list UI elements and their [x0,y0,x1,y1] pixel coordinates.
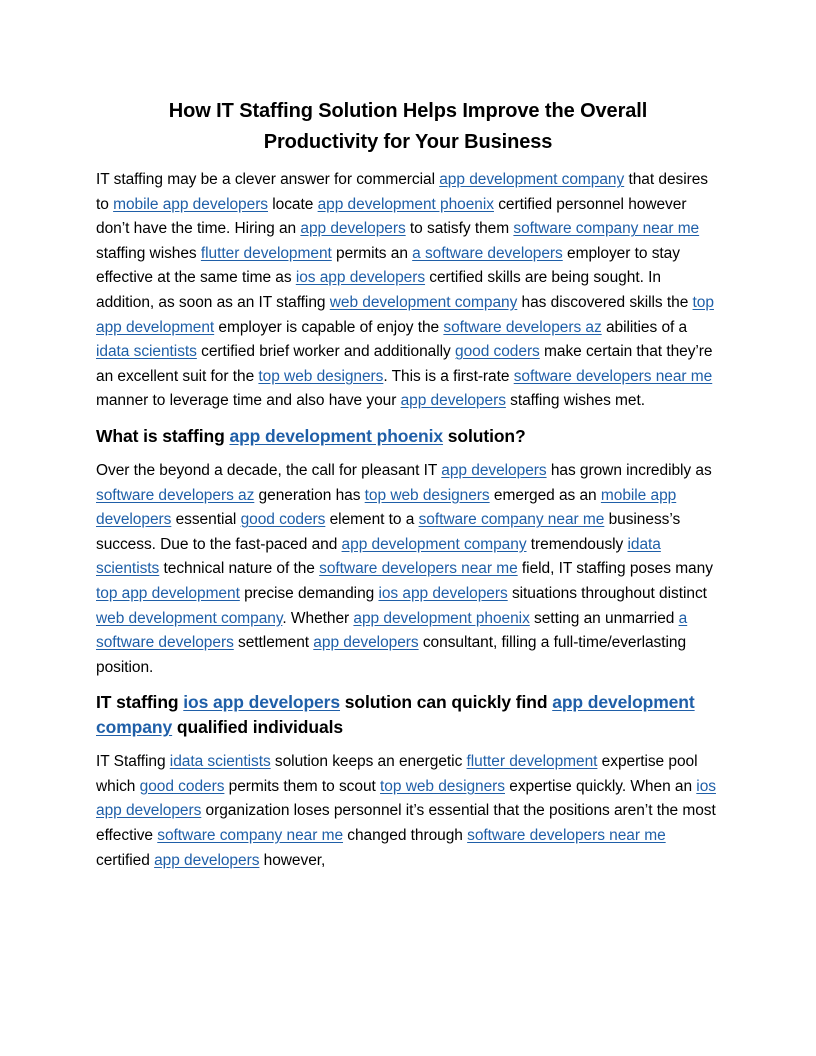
link-top-web-designers[interactable]: top web designers [380,777,505,795]
text-run: Over the beyond a decade, the call for pleasant IT [96,461,442,479]
link-mobile-app-developers[interactable]: mobile app developers [96,486,677,529]
paragraph-talent-pool [96,750,720,873]
heading-text: solution? [443,425,526,446]
document-page [96,96,720,873]
heading-text: qualified individuals [172,717,344,738]
text-run: make certain that they’re an excellent suit for the [96,343,713,385]
text-run: emerged as an [489,486,601,504]
text-run: manner to leverage time and also have your [96,392,401,410]
link-software-company-near-me[interactable]: software company near me [418,511,605,529]
link-idata-scientists[interactable]: idata scientists [169,753,271,771]
heading-text: solution can quickly find [340,692,553,713]
text-run: settlement [233,634,314,652]
heading-text: IT staffing [96,692,184,713]
page-title [96,96,720,158]
link-app-development-phoenix[interactable]: app development phoenix [317,195,494,213]
text-run: situations throughout distinct [507,584,707,602]
link-software-developers-near-me[interactable]: software developers near me [467,827,666,845]
paragraph-staffing-solution [96,459,720,680]
text-run: employer is capable of enjoy the [214,318,444,336]
text-run: permits an [331,244,413,262]
text-run: tremendously [526,535,628,553]
text-run: that desires to [96,171,709,213]
text-run: has grown incredibly as [546,461,712,479]
text-run: abilities of a [601,318,688,336]
text-run: organization loses personnel it’s essential that the positions aren’t the most effective [96,802,716,845]
text-run: certified [96,851,155,869]
text-run: IT staffing may be a clever answer for commercial [96,171,440,188]
link-software-developers-near-me[interactable]: software developers near me [319,560,518,578]
text-run: business’s success. Due to the fast-paced and [96,511,681,553]
link-software-company-near-me[interactable]: software company near me [157,827,344,845]
text-run: to satisfy them [405,220,514,238]
link-app-development-company[interactable]: app development company [341,535,527,553]
text-run: consultant, filling a full-time/everlasting position. [96,634,687,676]
link-good-coders[interactable]: good coders [455,343,540,361]
section-heading-quickly-find [96,690,720,740]
link-ios-app-developers[interactable]: ios app developers [295,269,426,287]
text-run: certified skills are being sought. In addition, as soon as an IT staffing [96,269,661,311]
link-flutter-development[interactable]: flutter development [200,244,332,262]
link-software-developers-az[interactable]: software developers az [96,486,255,504]
link-good-coders[interactable]: good coders [240,511,326,529]
text-run: generation has [254,486,365,504]
text-run: however, [259,851,326,869]
heading-text: What is staffing [96,425,230,446]
text-run: solution keeps an energetic [270,753,467,771]
text-run: setting an unmarried [529,609,679,627]
link-top-web-designers[interactable]: top web designers [364,486,490,504]
text-run: expertise quickly. When an [505,777,697,795]
text-run: certified personnel however don’t have the time. Hiring an [96,195,687,238]
text-run: essential [171,511,241,529]
link-app-development-phoenix[interactable]: app development phoenix [353,609,530,627]
link-a-software-developers[interactable]: a software developers [96,609,688,652]
link-ios-app-developers[interactable]: ios app developers [96,777,716,820]
page-title-line-1: How IT Staffing Solution Helps Improve the Overall [168,100,648,122]
text-run: precise demanding [239,584,379,602]
link-app-development-company[interactable]: app development company [96,692,695,738]
link-app-developers[interactable]: app developers [441,461,547,479]
link-software-company-near-me[interactable]: software company near me [513,220,700,238]
text-run: field, IT staffing poses many [517,560,713,578]
link-app-developers[interactable]: app developers [154,851,260,869]
text-run: IT Staffing [96,753,170,771]
link-top-web-designers[interactable]: top web designers [258,367,384,385]
link-flutter-development[interactable]: flutter development [466,753,598,771]
text-run: . This is a first-rate [383,367,514,385]
link-idata-scientists[interactable]: idata scientists [96,343,197,361]
link-a-software-developers[interactable]: a software developers [412,244,563,262]
text-run: certified brief worker and additionally [196,343,455,361]
text-run: staffing wishes [96,244,201,262]
link-ios-app-developers[interactable]: ios app developers [378,584,508,602]
link-web-development-company[interactable]: web development company [329,293,518,311]
link-good-coders[interactable]: good coders [139,777,225,795]
text-run: expertise pool which [96,753,698,795]
text-run: element to a [325,511,419,529]
link-mobile-app-developers[interactable]: mobile app developers [113,195,269,213]
text-run: technical nature of the [159,560,320,578]
section-heading-what-is-staffing [96,424,720,449]
link-app-development-company[interactable]: app development company [439,171,625,188]
text-run: . Whether [282,609,354,627]
intro-paragraph [96,168,720,414]
link-app-developers[interactable]: app developers [313,634,419,652]
link-software-developers-az[interactable]: software developers az [443,318,602,336]
link-app-development-phoenix[interactable]: app development phoenix [229,425,444,446]
link-app-developers[interactable]: app developers [400,392,506,410]
link-top-app-development[interactable]: top app development [96,293,714,336]
link-software-developers-near-me[interactable]: software developers near me [513,367,713,385]
link-web-development-company[interactable]: web development company [96,609,283,627]
text-run: locate [268,195,318,213]
link-idata-scientists[interactable]: idata scientists [96,535,661,578]
link-app-developers[interactable]: app developers [300,220,406,238]
text-run: staffing wishes met. [505,392,645,410]
link-top-app-development[interactable]: top app development [96,584,240,602]
link-ios-app-developers[interactable]: ios app developers [183,692,341,713]
text-run: changed through [343,827,468,845]
text-run: employer to stay effective at the same time as [96,244,680,287]
text-run: permits them to scout [224,777,381,795]
text-run: has discovered skills the [517,293,693,311]
page-title-line-2: Productivity for Your Business [263,131,553,153]
